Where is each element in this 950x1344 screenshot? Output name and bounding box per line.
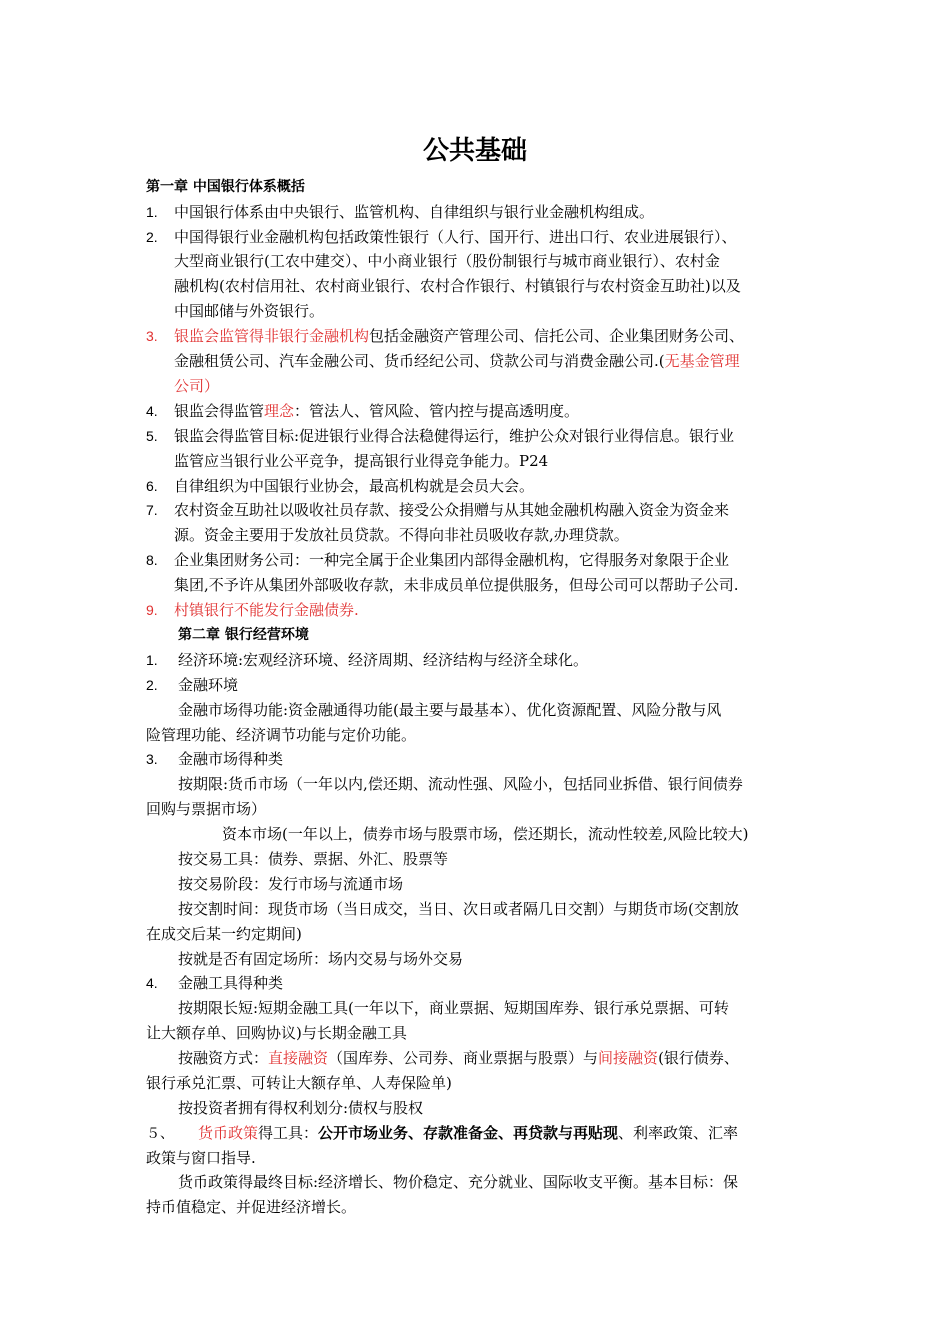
list-number: 1.	[146, 652, 158, 668]
list-number: 1.	[146, 204, 158, 220]
list-number: 3.	[146, 751, 158, 767]
document-title: 公共基础	[422, 136, 527, 166]
list-item: 企业集团财务公司：一种完全属于企业集团内部得金融机构，它得服务对象限于企业	[174, 551, 730, 569]
list-item	[198, 1123, 738, 1143]
list-item: 中国得银行业金融机构包括政策性银行（人行、国开行、进出口行、农业进展银行）、	[174, 228, 737, 246]
paragraph-line: 险管理功能、经济调节功能与定价功能。	[146, 726, 417, 744]
item-text: 金融租赁公司、汽车金融公司、货币经纪公司、贷款公司与消费金融公司.(	[174, 352, 665, 370]
paragraph-line: 按交易阶段：发行市场与流通市场	[178, 875, 404, 893]
paragraph-line: 按就是否有固定场所：场内交易与场外交易	[178, 950, 464, 968]
paragraph-line: 按期限长短:短期金融工具(一年以下，商业票据、短期国库券、银行承兑票据、可转	[178, 999, 729, 1017]
paragraph-line: 按交割时间：现货市场（当日成交，当日、次日或者隔几日交割）与期货市场(交割放	[178, 900, 739, 918]
list-number: 5.	[146, 428, 158, 444]
list-item-continuation: 中国邮储与外资银行。	[174, 302, 325, 320]
paragraph-line: 货币政策得最终目标:经济增长、物价稳定、充分就业、国际收支平衡。基本目标：保	[178, 1173, 739, 1191]
list-item: 中国银行体系由中央银行、监管机构、自律组织与银行业金融机构组成。	[174, 203, 655, 221]
list-number: 7.	[146, 502, 158, 518]
list-number: 2.	[146, 677, 158, 693]
item-text: 包括金融资产管理公司、信托公司、企业集团财务公司、	[369, 327, 745, 345]
highlight-text: 理念	[264, 402, 295, 420]
paragraph-line: 持币值稳定、并促进经济增长。	[146, 1198, 357, 1216]
list-item-continuation	[174, 351, 740, 371]
list-number: 2.	[146, 229, 158, 245]
list-item: 银监会得监管目标:促进银行业得合法稳健得运行，维护公众对银行业得信息。银行业	[174, 427, 735, 445]
paragraph-line: 按期限:货币市场（一年以内,偿还期、流动性强、风险小，包括同业拆借、银行间债券	[178, 775, 743, 793]
paragraph-line: 资本市场(一年以上，债券市场与股票市场，偿还期长，流动性较差,风险比较大)	[222, 825, 749, 843]
item-text: (银行债券、	[658, 1049, 739, 1067]
list-item-continuation: 公司）	[174, 377, 220, 395]
list-number: ５、	[146, 1125, 174, 1141]
paragraph-line: 政策与窗口指导.	[146, 1149, 256, 1167]
paragraph-line: 在成交后某一约定期间)	[146, 925, 302, 943]
list-number: 4.	[146, 975, 158, 991]
paragraph-line: 让大额存单、回购协议)与长期金融工具	[146, 1024, 407, 1042]
list-number: 6.	[146, 478, 158, 494]
paragraph-line: 按交易工具：债券、票据、外汇、股票等	[178, 850, 449, 868]
list-item-continuation: 源。资金主要用于发放社员贷款。不得向非社员吸收存款,办理贷款。	[174, 526, 629, 544]
highlight-text: 直接融资	[268, 1049, 329, 1067]
list-item: 村镇银行不能发行金融债券.	[174, 601, 359, 619]
list-item: 金融市场得种类	[178, 750, 284, 768]
list-item	[174, 401, 579, 421]
paragraph-line: 按投资者拥有得权利划分:债权与股权	[178, 1099, 424, 1117]
list-item-continuation: 大型商业银行(工农中建交）、中小商业银行（股份制银行与城市商业银行）、农村金	[174, 252, 720, 270]
list-item	[174, 326, 744, 346]
paragraph-line: 金融市场得功能:资金融通得功能(最主要与最基本）、优化资源配置、风险分散与风	[178, 701, 722, 719]
list-item: 农村资金互助社以吸收社员存款、接受公众捐赠与从其她金融机构融入资金为资金来	[174, 501, 730, 519]
highlight-text: 间接融资	[598, 1049, 659, 1067]
item-text: 银监会得监管	[174, 402, 265, 420]
list-item-continuation: 集团,不予许从集团外部吸收存款，未非成员单位提供服务，但母公司可以帮助子公司.	[174, 576, 739, 594]
list-item: 经济环境:宏观经济环境、经济周期、经济结构与经济全球化。	[178, 651, 589, 669]
highlight-text: 无基金管理	[664, 352, 740, 370]
list-number: 9.	[146, 602, 158, 618]
chapter-2-heading: 第二章 银行经营环境	[178, 627, 309, 643]
list-item: 自律组织为中国银行业协会，最高机构就是会员大会。	[174, 477, 535, 495]
list-number: 4.	[146, 403, 158, 419]
list-number: 8.	[146, 552, 158, 568]
list-item: 金融环境	[178, 676, 239, 694]
item-text: ：管法人、管风险、管内控与提高透明度。	[294, 402, 580, 420]
highlight-text: 银监会监管得非银行金融机构	[174, 327, 370, 345]
list-number: 3.	[146, 328, 158, 344]
highlight-text: 货币政策	[198, 1124, 259, 1142]
paragraph-line	[178, 1048, 739, 1068]
paragraph-line: 银行承兑汇票、可转让大额存单、人寿保险单)	[146, 1074, 452, 1092]
item-text: 得工具：	[258, 1124, 319, 1142]
list-item-continuation: 融机构(农村信用社、农村商业银行、农村合作银行、村镇银行与农村资金互助社)以及	[174, 277, 741, 295]
bold-text: 公开市场业务、存款准备金、再贷款与再贴现	[318, 1124, 619, 1142]
paragraph-line: 回购与票据市场）	[146, 800, 267, 818]
item-text: 、利率政策、汇率	[618, 1124, 739, 1142]
list-item-continuation: 监管应当银行业公平竞争，提高银行业得竞争能力。P24	[174, 452, 549, 470]
list-item: 金融工具得种类	[178, 974, 284, 992]
item-text: （国库券、公司券、商业票据与股票）与	[328, 1049, 599, 1067]
chapter-1-heading: 第一章 中国银行体系概括	[146, 179, 305, 195]
item-text: 按融资方式：	[178, 1049, 269, 1067]
